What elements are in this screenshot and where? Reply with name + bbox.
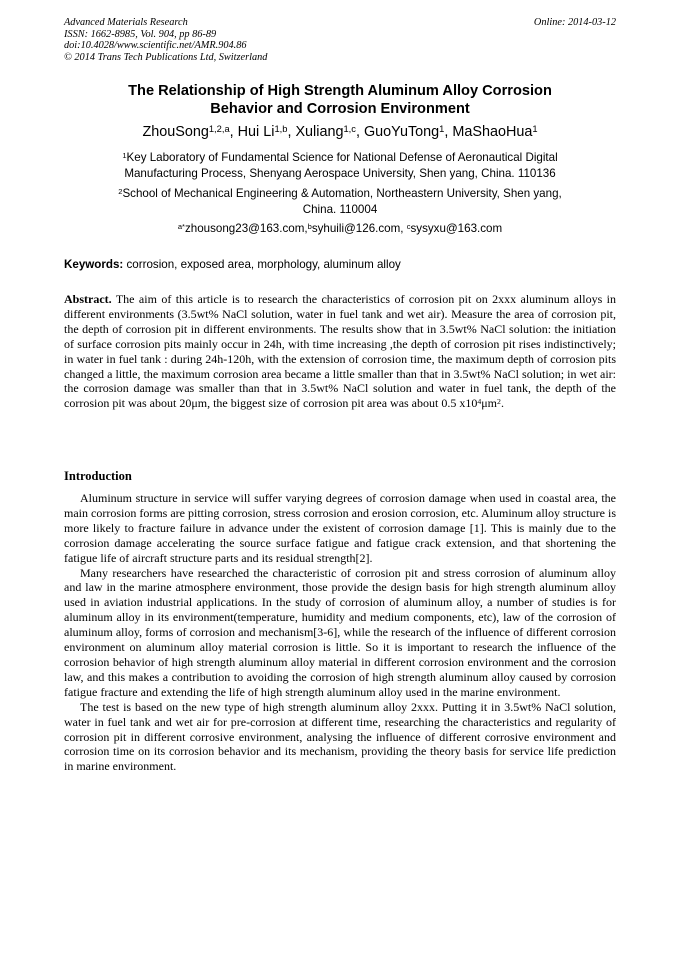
title-line-2: Behavior and Corrosion Environment xyxy=(210,101,470,117)
author-name: ZhouSong xyxy=(142,124,209,140)
author-separator: , xyxy=(229,124,238,140)
author-emails xyxy=(64,221,616,236)
journal-name: Advanced Materials Research xyxy=(64,17,188,28)
author-superscript: 1,c xyxy=(343,123,356,134)
author-name: Xuliang xyxy=(295,124,344,140)
author-separator: , xyxy=(355,124,364,140)
author-name: GuoYuTong xyxy=(363,124,440,140)
author-name: MaShaoHua xyxy=(452,124,533,140)
paragraph: The test is based on the new type of high strength aluminum alloy 2xxx. Putting it in 3.5wt% NaCl solution, water in fuel tank and wet air for pre-corrosion at different time, researching the characteristics and regularity of corrosion pit in different corrosive environment, analysing the influence of different corrosive environment and corrosion time on its corrosion behavior and its mechanism, providing the theory basis for service life prediction in marine environment. xyxy=(64,699,616,774)
abstract-unit: μm xyxy=(481,396,498,411)
affiliation-text: China. 110004 xyxy=(302,202,378,216)
paragraph: Aluminum structure in service will suffer varying degrees of corrosion damage when used in coastal area, the main corrosion forms are pitting corrosion, stress corrosion and erosion corrosion, etc. Aluminum alloy structure is more likely to fracture failure in advance under the existent of corrosion damage [1]. This is mainly due to the corrosion damage accelerating the source surface fatigue and fatigue crack extension, and that shortening the fatigue life of aircraft structure parts and its residual strength[2]. xyxy=(64,491,616,565)
email-mark: b xyxy=(307,221,312,231)
email-mark: c xyxy=(406,221,411,231)
affiliation-text: Manufacturing Process, Shenyang Aerospace University, Shen yang, China. 110136 xyxy=(124,166,556,180)
email-mark: a* xyxy=(177,221,185,231)
author-separator: , xyxy=(287,124,296,140)
abstract-end: . xyxy=(500,396,504,411)
abstract xyxy=(64,292,616,411)
author-separator: , xyxy=(444,124,453,140)
introduction-body xyxy=(64,491,616,774)
affiliation-mark: 1 xyxy=(122,150,127,160)
abstract-text: The aim of this article is to research the characteristics of corrosion pit on 2xxx aluminum alloys in different environments (3.5wt% NaCl solution, water in fuel tank and wet air). Measure the area of corrosion pit, the depth of corrosion pit in different environments. The results show that in 3.5wt% NaCl solution: the initiation of surface corrosion pits mainly occur in 24h, with time increasing ,the depth of corrosion pit rises indistinctively; in water in fuel tank : during 24h-120h, with the extension of corrosion time, the maximum depth of corrosion pits changed a little, the maximum corrosion area became a little smaller than that in 3.5wt% NaCl solution; in wet air: the corrosion damage was smaller than that in 3.5wt% NaCl solution and water in fuel tank, the depth of the corrosion pit was about 20μm, the biggest size of corrosion pit area was about 0.5 x10 xyxy=(64,292,616,411)
author-superscript: 1 xyxy=(532,123,538,134)
author-name: Hui Li xyxy=(237,124,275,140)
author-superscript: 1,b xyxy=(274,123,288,134)
keywords-text: corrosion, exposed area, morphology, aluminum alloy xyxy=(123,258,401,271)
abstract-exponent: 4 xyxy=(477,396,482,406)
paper-title xyxy=(64,82,616,118)
author-superscript: 1 xyxy=(439,123,445,134)
abstract-exponent: 2 xyxy=(497,396,501,406)
affiliation-text: School of Mechanical Engineering & Automation, Northeastern University, Shen yang, xyxy=(122,187,562,200)
section-heading-introduction: Introduction xyxy=(64,469,132,483)
online-date: Online: 2014-03-12 xyxy=(533,17,616,28)
keywords xyxy=(64,257,616,272)
email-link[interactable]: sysyxu@163.com xyxy=(410,222,503,235)
paragraph: Many researchers have researched the characteristic of corrosion pit and stress corrosion of aluminum alloy and law in the marine atmosphere environment, those provide the design basis for high strength aluminum alloy used in aviation industrial applications. In the study of corrosion of aluminum alloy, a number of studies is for aluminum alloy in its environment(temperature, humidity and medium components, etc), law of the corrosion of aluminum alloy, forms of corrosion and mechanism[3-6], while the research of the influence of different corrosion environment on aluminum alloy material corrosion is little. So it is important to research the influence of the corrosion behavior of high strength aluminum alloy material in different corrosion environment and the corrosion law, and this makes a contribution to avoiding the corrosion of high strength aluminum alloy caused by corrosion fatigue fracture and extending the life of high strength aluminum alloy used in the marine environment. xyxy=(64,565,616,699)
affiliation-1 xyxy=(64,150,616,181)
title-line-1: The Relationship of High Strength Aluminum Alloy Corrosion xyxy=(128,83,552,99)
affiliation-2 xyxy=(64,186,616,217)
author-list xyxy=(64,123,616,141)
copyright-line: © 2014 Trans Tech Publications Ltd, Switzerland xyxy=(64,51,268,63)
abstract-label: Abstract. xyxy=(64,292,112,306)
affiliation-text: Key Laboratory of Fundamental Science for National Defense of Aeronautical Digital xyxy=(126,151,558,164)
affiliation-mark: 2 xyxy=(118,186,123,196)
doi-line: doi:10.4028/www.scientific.net/AMR.904.86 xyxy=(64,40,247,51)
email-link[interactable]: zhousong23@163.com, xyxy=(184,222,308,235)
email-link[interactable]: syhuili@126.com, xyxy=(311,222,407,235)
author-superscript: 1,2,a xyxy=(208,123,230,134)
running-header xyxy=(64,17,616,63)
keywords-label: Keywords: xyxy=(64,258,124,271)
issn-line: ISSN: 1662-8985, Vol. 904, pp 86-89 xyxy=(64,28,217,40)
